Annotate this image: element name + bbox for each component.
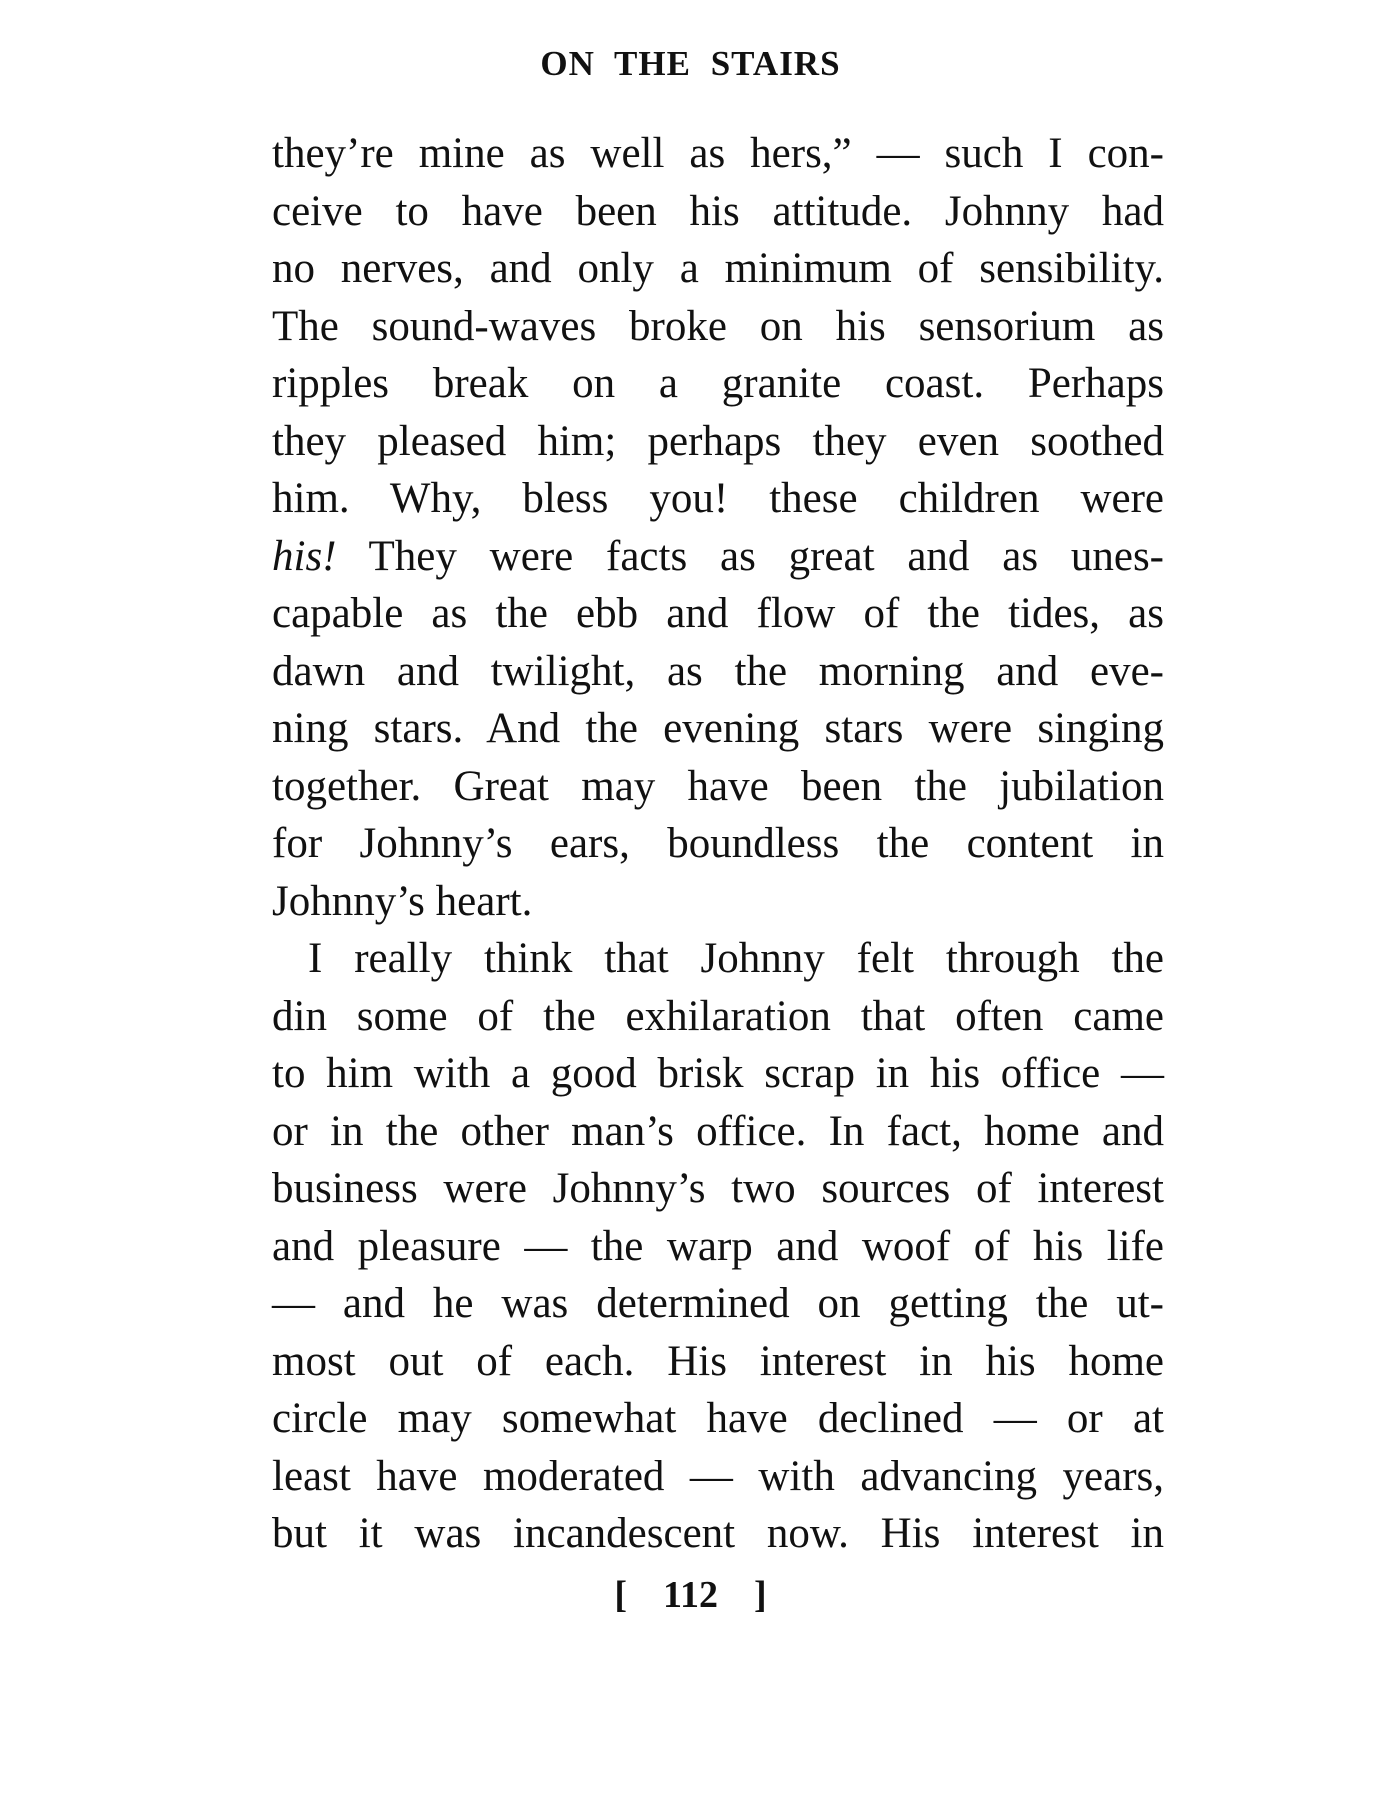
text-line: dawn and twilight, as the morning and eve- <box>272 647 1164 695</box>
text-line: ning stars. And the evening stars were singing <box>272 705 1164 752</box>
text-line: no nerves, and only a minimum of sensibility. <box>272 245 1164 292</box>
text-line: they pleased him; perhaps they even soothed <box>272 417 1164 465</box>
text-line: they’re mine as well as hers,” — such I con- <box>272 130 1164 177</box>
paragraph-2 <box>272 930 1164 1563</box>
text-line: — and he was determined on getting the ut- <box>272 1280 1164 1327</box>
text-line: most out of each. His interest in his home <box>272 1337 1164 1385</box>
text-line: capable as the ebb and flow of the tides, as <box>272 590 1164 637</box>
text-line: The sound-waves broke on his sensorium as <box>272 302 1164 350</box>
running-head: ON THE STAIRS <box>540 44 841 83</box>
text-line: together. Great may have been the jubilation <box>272 762 1164 810</box>
text-line: circle may somewhat have declined — or at <box>272 1395 1164 1442</box>
text-line: him. Why, bless you! these children were <box>272 475 1164 522</box>
text-line: for Johnny’s ears, boundless the content in <box>272 820 1164 867</box>
paragraph-1 <box>272 125 1164 930</box>
text-line: or in the other man’s office. In fact, home and <box>272 1107 1164 1155</box>
text-line: least have moderated — with advancing years, <box>272 1452 1164 1500</box>
text-line: and pleasure — the warp and woof of his life <box>272 1222 1164 1270</box>
folio-close-bracket: ] <box>753 1574 767 1616</box>
folio-number: 112 <box>663 1574 718 1616</box>
text-line: I really think that Johnny felt through the <box>308 935 1164 982</box>
text-line: but it was incandescent now. His interest in <box>272 1510 1164 1557</box>
text-line: business were Johnny’s two sources of interest <box>272 1165 1164 1212</box>
italic-emphasis: his! <box>272 532 337 580</box>
page-number <box>0 1573 1381 1617</box>
text-line: to him with a good brisk scrap in his office — <box>272 1050 1164 1097</box>
text-line: din some of the exhilaration that often came <box>272 992 1164 1040</box>
text-line-with-italic: his! They were facts as great and as unes- <box>272 532 1164 580</box>
text-line: ceive to have been his attitude. Johnny had <box>272 187 1164 235</box>
body-text <box>272 125 1164 1563</box>
folio-open-bracket: [ <box>614 1574 628 1616</box>
text-line: Johnny’s heart. <box>272 877 533 925</box>
text-line: ripples break on a granite coast. Perhaps <box>272 360 1164 407</box>
